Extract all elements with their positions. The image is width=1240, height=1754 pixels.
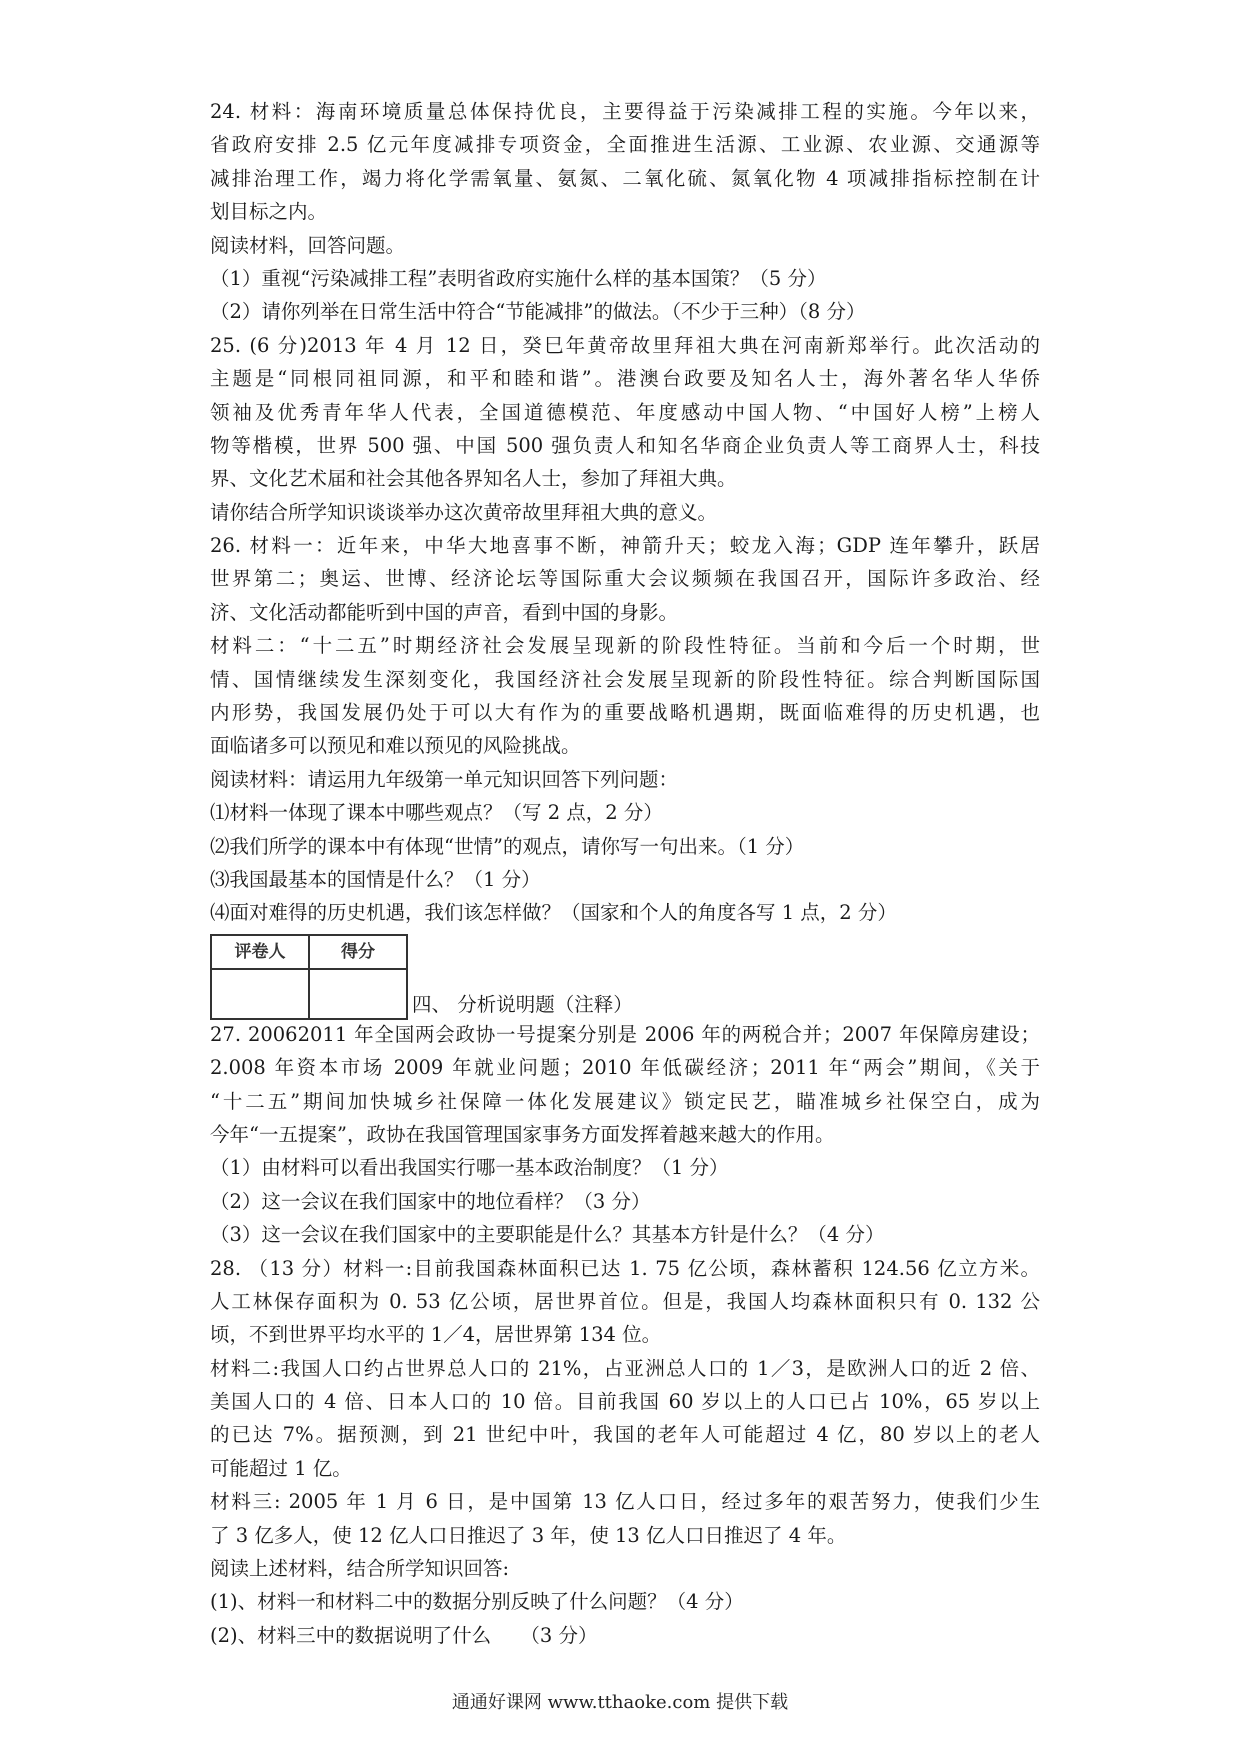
q26-m1-line-1: 26. 材料一：近年来，中华大地喜事不断，神箭升天；蛟龙入海；GDP 连年攀升，跃居 — [210, 534, 1040, 558]
q27-sub-3: （3）这一会议在我们国家中的主要职能是什么？其基本方针是什么？（4 分） — [210, 1223, 885, 1247]
q25-line-4: 物等楷模，世界 500 强、中国 500 强负责人和知名华商企业负责人等工商界人士，科技 — [210, 433, 1040, 457]
q28-sub-1: (1)、材料一和材料二中的数据分别反映了什么问题？（4 分） — [210, 1590, 744, 1614]
q26-prompt: 阅读材料：请运用九年级第一单元知识回答下列问题： — [210, 767, 679, 791]
q28-sub-2: (2)、材料三中的数据说明了什么 （3 分） — [210, 1623, 598, 1647]
q24-line-4: 划目标之内。 — [210, 200, 328, 224]
q28-m2-line-4: 可能超过 1 亿。 — [210, 1456, 352, 1480]
q24-line-3: 减排治理工作，竭力将化学需氧量、氨氮、二氧化硫、氮氧化物 4 项减排指标控制在计 — [210, 166, 1040, 190]
q28-m3-line-2: 了 3 亿多人，使 12 亿人口日推迟了 3 年，使 13 亿人口日推迟了 4 年。 — [210, 1523, 847, 1547]
q27-sub-1: （1）由材料可以看出我国实行哪一基本政治制度？（1 分） — [210, 1156, 729, 1180]
section-4-title: 四、 分析说明题（注释） — [412, 993, 633, 1017]
q27-line-1: 27. 20062011 年全国两会政协一号提案分别是 2006 年的两税合并；2007 年保障房建设； — [210, 1022, 1040, 1046]
q28-m1-line-2: 人工林保存面积为 0. 53 亿公顷，居世界首位。但是，我国人均森林面积只有 0. 132 公 — [210, 1289, 1040, 1313]
question-26 — [210, 529, 1040, 930]
q26-m2-line-2: 情、国情继续发生深刻变化，我国经济社会发展呈现新的阶段性特征。综合判断国际国 — [210, 667, 1040, 691]
q25-prompt: 请你结合所学知识谈谈举办这次黄帝故里拜祖大典的意义。 — [210, 500, 718, 524]
grader-cell — [211, 969, 309, 1019]
q24-sub-1: （1）重视“污染减排工程”表明省政府实施什么样的基本国策？（5 分） — [210, 266, 827, 290]
q25-line-3: 领袖及优秀青年华人代表，全国道德模范、年度感动中国人物、“中国好人榜”上榜人 — [210, 400, 1040, 424]
q26-sub-4: ⑷面对难得的历史机遇，我们该怎样做？（国家和个人的角度各写 1 点，2 分） — [210, 901, 897, 925]
q28-prompt: 阅读上述材料，结合所学知识回答: — [210, 1557, 510, 1581]
score-label: 得分 — [309, 935, 407, 969]
q28-m3-line-1: 材料三: 2005 年 1 月 6 日，是中国第 13 亿人口日，经过多年的艰苦努力，使我们少生 — [210, 1490, 1040, 1514]
q24-line-2: 省政府安排 2.5 亿元年度减排专项资金，全面推进生活源、工业源、农业源、交通源等 — [210, 133, 1040, 157]
q24-prompt: 阅读材料，回答问题。 — [210, 233, 406, 257]
q26-sub-1: ⑴材料一体现了课本中哪些观点？（写 2 点，2 分） — [210, 801, 663, 825]
q26-m1-line-2: 世界第二；奥运、世博、经济论坛等国际重大会议频频在我国召开，国际许多政治、经 — [210, 567, 1040, 591]
q27-line-4: 今年“一五提案”，政协在我国管理国家事务方面发挥着越来越大的作用。 — [210, 1122, 835, 1146]
q26-m2-line-4: 面临诸多可以预见和难以预见的风险挑战。 — [210, 734, 581, 758]
score-table — [210, 934, 408, 1020]
q28-m2-line-3: 的已达 7%。据预测，到 21 世纪中叶，我国的老年人可能超过 4 亿，80 岁以上的老人 — [210, 1423, 1040, 1447]
question-25 — [210, 329, 1040, 529]
q25-line-2: 主题是“同根同祖同源，和平和睦和谐”。港澳台政要及知名人士，海外著名华人华侨 — [210, 367, 1040, 391]
q28-m2-line-1: 材料二:我国人口约占世界总人口的 21%，占亚洲总人口的 1／3，是欧洲人口的近 2 倍、 — [210, 1356, 1040, 1380]
question-24 — [210, 95, 1040, 329]
q27-line-3: “十二五”期间加快城乡社保障一体化发展建议》锁定民艺，瞄准城乡社保空白，成为 — [210, 1089, 1040, 1113]
q26-sub-2: ⑵我们所学的课本中有体现“世情”的观点，请你写一句出来。（1 分） — [210, 834, 805, 858]
q27-line-2: 2.008 年资本市场 2009 年就业问题；2010 年低碳经济；2011 年“两会”期间，《关于 — [210, 1056, 1040, 1080]
q25-line-5: 界、文化艺术届和社会其他各界知名人士，参加了拜祖大典。 — [210, 467, 737, 491]
question-27 — [210, 1018, 1040, 1252]
page-footer: 通通好课网 www.tthaoke.com 提供下载 — [451, 1692, 789, 1713]
q28-m2-line-2: 美国人口的 4 倍、日本人口的 10 倍。目前我国 60 岁以上的人口已占 10%，65 岁以上 — [210, 1390, 1040, 1414]
q24-sub-2: （2）请你列举在日常生活中符合“节能减排”的做法。（不少于三种）（8 分） — [210, 300, 866, 324]
q27-sub-2: （2）这一会议在我们国家中的地位看样？（3 分） — [210, 1189, 651, 1213]
q24-line-1: 24. 材料：海南环境质量总体保持优良，主要得益于污染减排工程的实施。今年以来， — [210, 100, 1040, 123]
q28-m1-line-3: 顷，不到世界平均水平的 1／4，居世界第 134 位。 — [210, 1323, 662, 1347]
q25-line-1: 25. (6 分)2013 年 4 月 12 日，癸巳年黄帝故里拜祖大典在河南新郑举行。此次活动的 — [210, 333, 1040, 357]
q28-m1-line-1: 28. （13 分）材料一:目前我国森林面积已达 1. 75 亿公顷，森林蓄积 124.56 亿立方米。 — [210, 1256, 1040, 1280]
score-section — [210, 934, 1040, 1018]
q26-m1-line-3: 济、文化活动都能听到中国的声音，看到中国的身影。 — [210, 600, 679, 624]
page-content — [210, 95, 1040, 1652]
q26-m2-line-3: 内形势，我国发展仍处于可以大有作为的重要战略机遇期，既面临难得的历史机遇，也 — [210, 701, 1040, 725]
grader-label: 评卷人 — [211, 935, 309, 969]
score-cell — [309, 969, 407, 1019]
q26-m2-line-1: 材料二：“十二五”时期经济社会发展呈现新的阶段性特征。当前和今后一个时期，世 — [210, 634, 1040, 658]
question-28 — [210, 1252, 1040, 1653]
q26-sub-3: ⑶我国最基本的国情是什么？（1 分） — [210, 867, 541, 891]
